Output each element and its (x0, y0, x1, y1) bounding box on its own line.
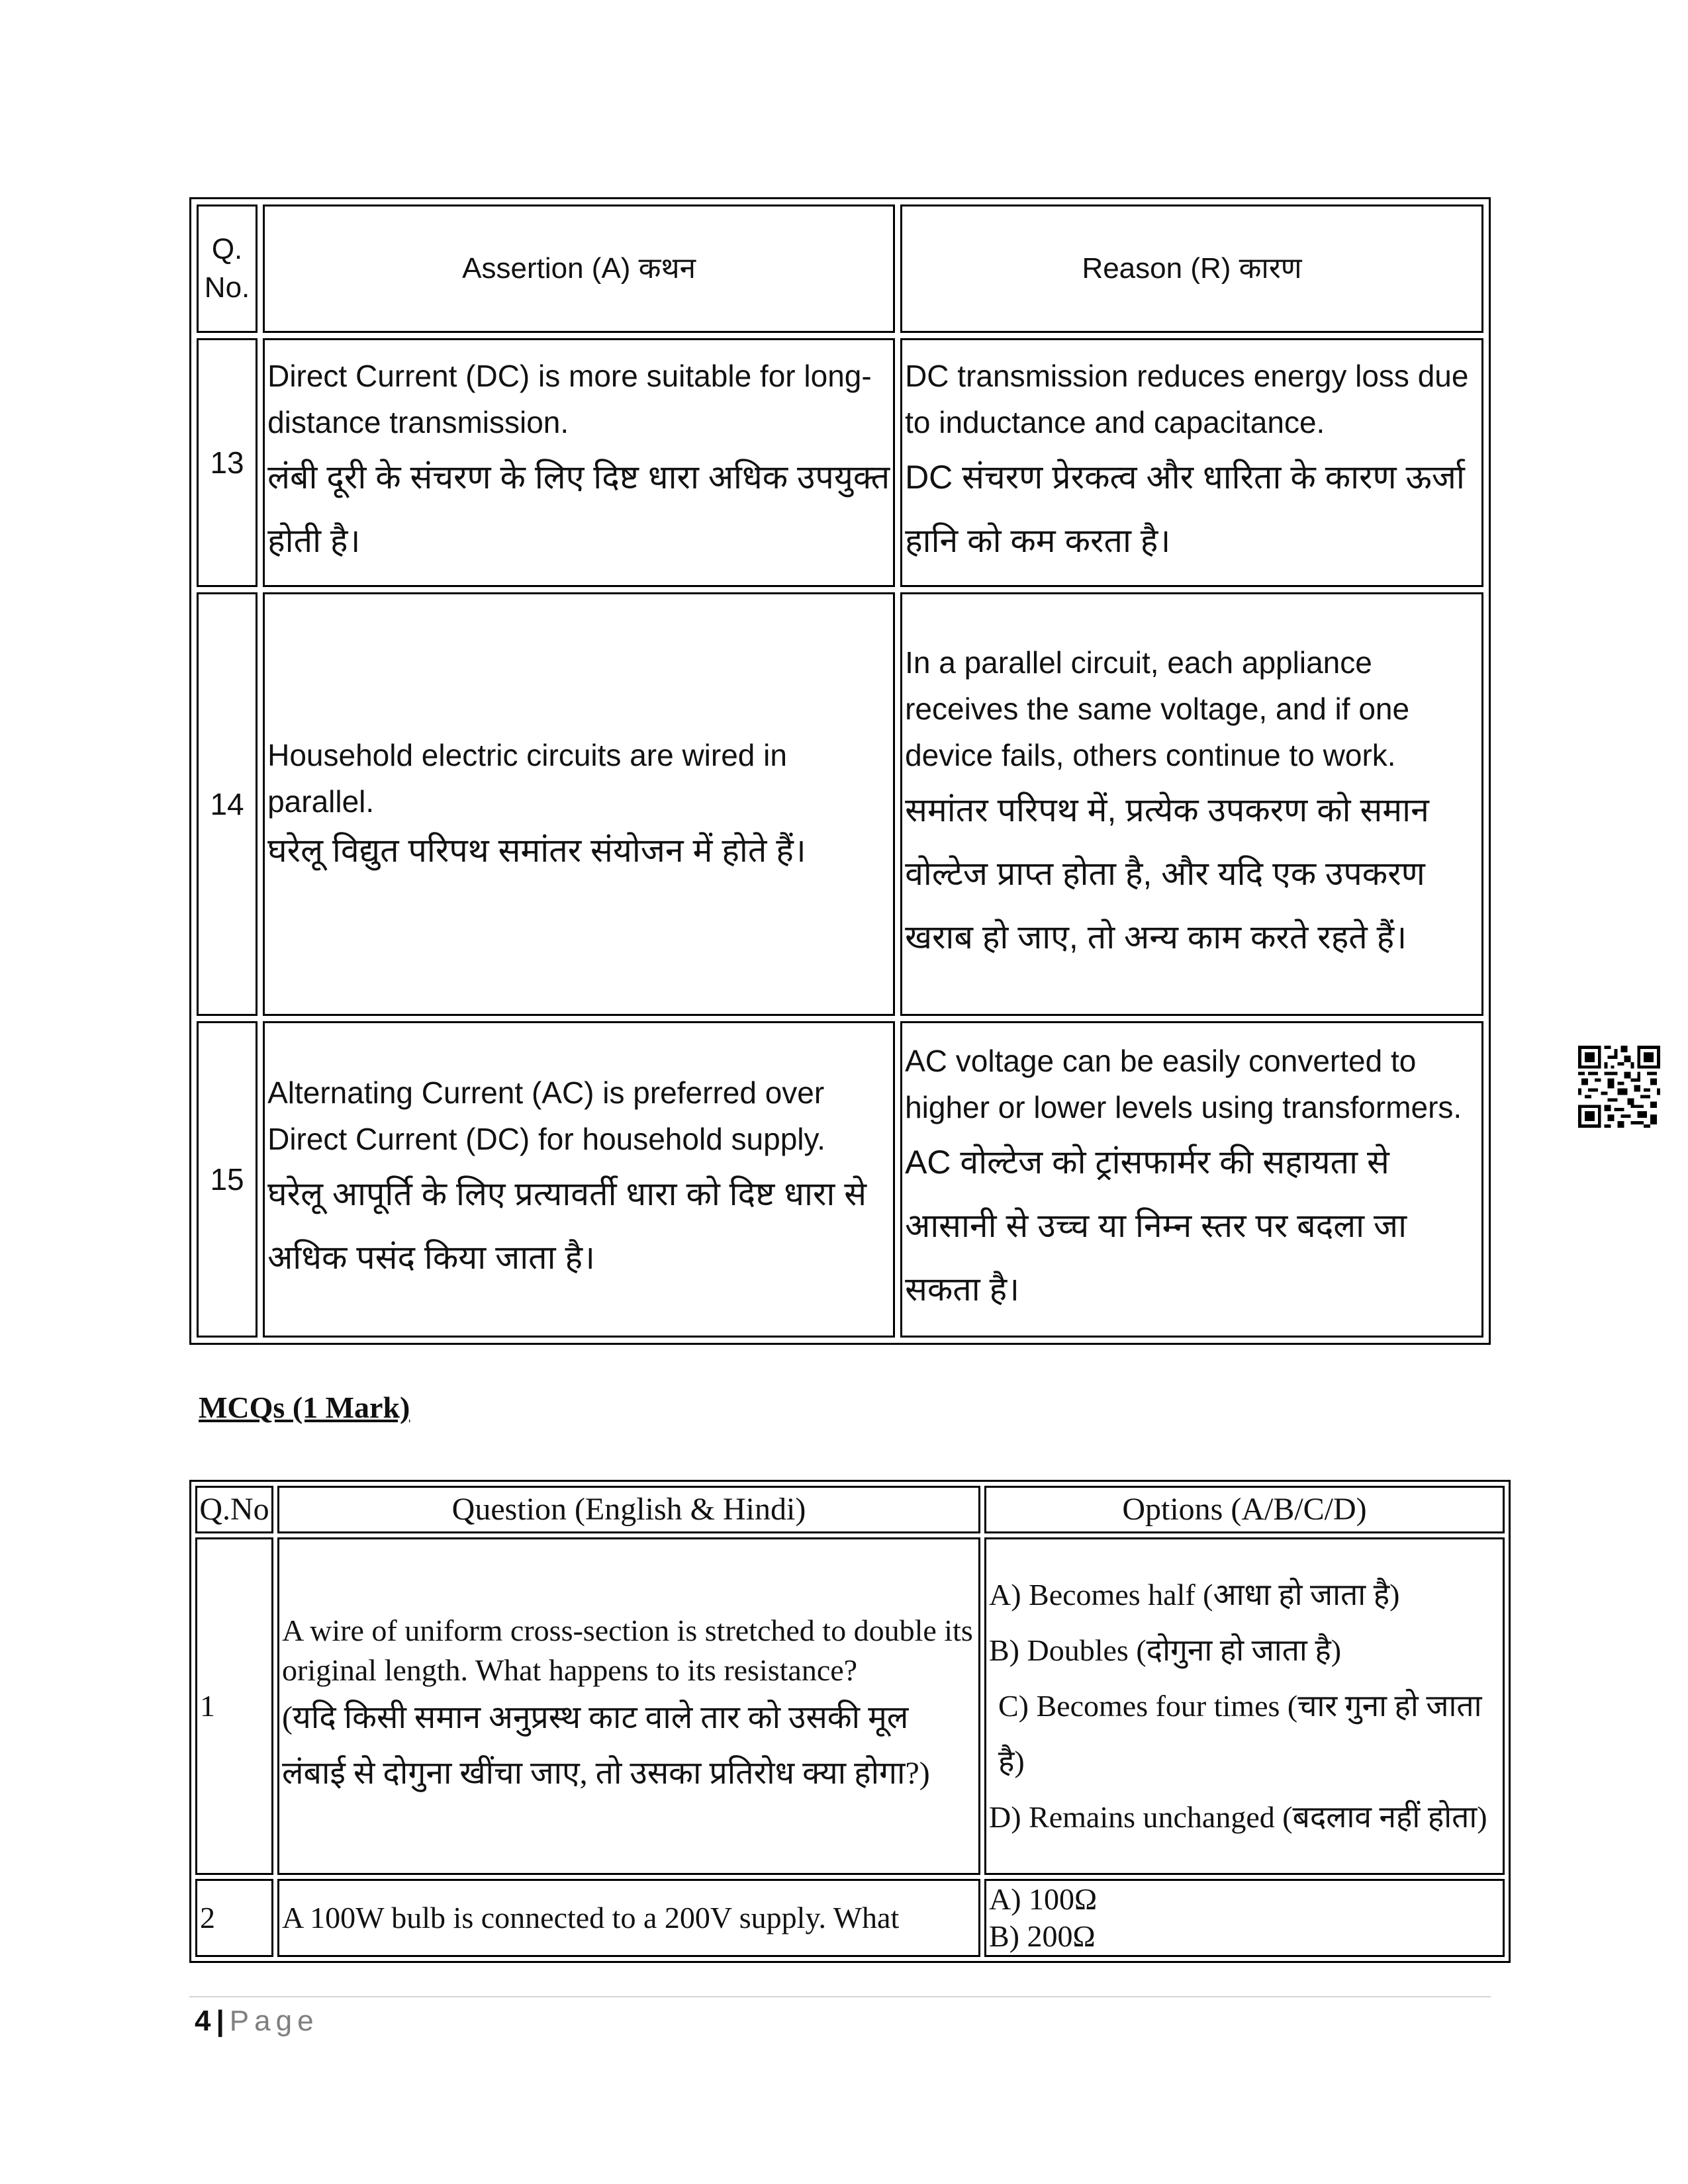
footer-separator: | (216, 2005, 224, 2037)
header-options: Options (A/B/C/D) (984, 1486, 1505, 1533)
assertion-cell (263, 592, 895, 1016)
row-qno: 13 (197, 338, 258, 587)
assertion-cell (263, 338, 895, 587)
question-hindi: (यदि किसी समान अनुप्रस्थ काट वाले तार को उसकी मूल लंबाई से दोगुना खींचा जाए, तो उसका प्रतिरोध क्या होगा?) (282, 1700, 930, 1791)
table-header-row (197, 205, 1483, 333)
row-qno: 14 (197, 592, 258, 1016)
header-qno: Q. No. (197, 205, 258, 333)
header-qno: Q.No (195, 1486, 273, 1533)
assertion-english: Direct Current (DC) is more suitable for long-distance transmission. (267, 359, 872, 439)
table-row (195, 1537, 1505, 1875)
reason-english: In a parallel circuit, each appliance receives the same voltage, and if one device fails, others continue to work. (905, 645, 1410, 772)
qr-code-icon (1578, 1046, 1660, 1128)
page-label: Page (229, 2005, 319, 2037)
page-footer (195, 2001, 319, 2041)
reason-cell (900, 338, 1483, 587)
header-question: Question (English & Hindi) (277, 1486, 980, 1533)
question-english: A 100W bulb is connected to a 200V supply. What (282, 1901, 900, 1934)
table-header-row (195, 1486, 1505, 1533)
assertion-cell (263, 1021, 895, 1338)
question-cell (277, 1537, 980, 1875)
question-number: 1 (195, 1537, 273, 1875)
option-b: B) 200Ω (989, 1919, 1096, 1953)
page-number: 4 (195, 2005, 211, 2037)
table-row (195, 1879, 1505, 1957)
assertion-reason-table (189, 197, 1491, 1345)
header-assertion: Assertion (A) कथन (263, 205, 895, 333)
option-a: A) 100Ω (989, 1882, 1098, 1916)
reason-english: DC transmission reduces energy loss due to inductance and capacitance. (905, 359, 1469, 439)
table-row (197, 338, 1483, 587)
reason-hindi: AC वोल्टेज को ट्रांसफार्मर की सहायता से आसानी से उच्च या निम्न स्तर पर बदला जा सकता है। (905, 1144, 1407, 1308)
question-number: 2 (195, 1879, 273, 1957)
reason-cell (900, 1021, 1483, 1338)
reason-cell (900, 592, 1483, 1016)
table-row (197, 1021, 1483, 1338)
mcq-table (189, 1480, 1511, 1963)
reason-hindi: DC संचरण प्रेरकत्व और धारिता के कारण ऊर्जा हानि को कम करता है। (905, 459, 1465, 559)
options-cell (984, 1879, 1505, 1957)
table-row (197, 592, 1483, 1016)
option-b: B) Doubles (दोगुना हो जाता है) (989, 1633, 1342, 1667)
row-qno: 15 (197, 1021, 258, 1338)
assertion-english: Alternating Current (AC) is preferred over Direct Current (DC) for household supply. (267, 1075, 825, 1156)
assertion-hindi: घरेलू आपूर्ति के लिए प्रत्यावर्ती धारा को दिष्ट धारा से अधिक पसंद किया जाता है। (267, 1175, 867, 1276)
question-english: A wire of uniform cross-section is stretched to double its original length. What happens to its resistance? (282, 1614, 973, 1687)
option-c: C) Becomes four times (चार गुना हो जाता है) (998, 1689, 1482, 1778)
reason-english: AC voltage can be easily converted to higher or lower levels using transformers. (905, 1044, 1462, 1124)
header-reason: Reason (R) कारण (900, 205, 1483, 333)
footer-divider (189, 1996, 1491, 1997)
assertion-hindi: घरेलू विद्युत परिपथ समांतर संयोजन में होते हैं। (267, 832, 806, 869)
assertion-hindi: लंबी दूरी के संचरण के लिए दिष्ट धारा अधिक उपयुक्त होती है। (267, 459, 890, 559)
assertion-english: Household electric circuits are wired in parallel. (267, 738, 787, 819)
options-cell (984, 1537, 1505, 1875)
reason-hindi: समांतर परिपथ में, प्रत्येक उपकरण को समान वोल्टेज प्राप्त होता है, और यदि एक उपकरण खराब हो जाए, तो अन्य काम करते रहते हैं। (905, 792, 1429, 956)
section-heading: MCQs (1 Mark) (199, 1390, 410, 1424)
option-d: D) Remains unchanged (बदलाव नहीं होता) (989, 1800, 1487, 1834)
option-a: A) Becomes half (आधा हो जाता है) (989, 1578, 1400, 1612)
question-cell (277, 1879, 980, 1957)
